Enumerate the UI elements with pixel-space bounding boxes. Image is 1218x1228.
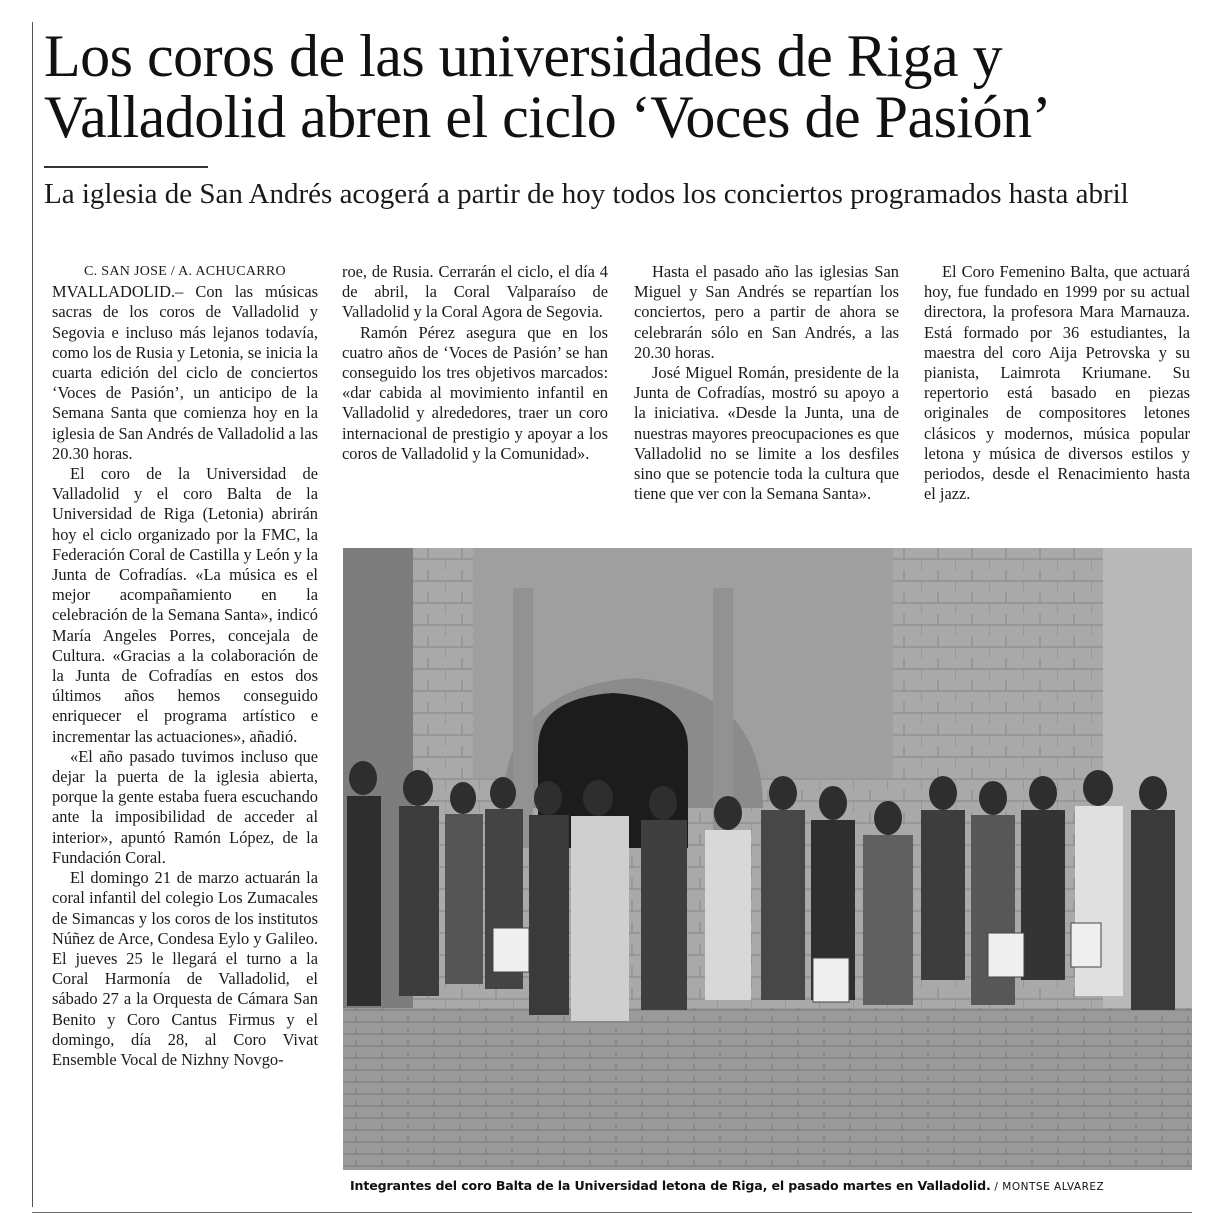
choir-photo-illustration	[343, 548, 1192, 1170]
paragraph-1: Con las músicas sacras de los coros de Valladolid y Segovia e incluso más lejanos todavía, como los de Rusia y Letonia, se inicia la cuarta edición del ciclo de conciertos ‘Voces de Pasión’, un anticipo de la Semana Santa que comienza hoy en la iglesia de San Andrés de Valladolid a las 20.30 horas.	[52, 282, 318, 463]
paragraph-3: «El año pasado tuvimos incluso que dejar la puerta de la iglesia abierta, porque la gente estaba fuera escuchando ante la imposibilidad de acceder al interior», apuntó Ramón López, de la Fundación Coral.	[52, 746, 318, 867]
paragraph-8: El Coro Femenino Balta, que actuará hoy, fue fundado en 1999 por su actual directora, la profesora Mara Marnauza. Está formado por 36 estudiantes, la maestra del coro Aija Petrovska y su pianista, Laimrota Kriumane. Su repertorio está basado en piezas originales de compositores letones clásicos y modernos, música popular letona y música de diversos estilos y periodos, desde el Renacimiento hasta el jazz.	[924, 262, 1190, 504]
headline-rule	[44, 166, 208, 168]
choir-photo	[343, 548, 1192, 1170]
subheadline: La iglesia de San Andrés acogerá a partir de hoy todos los conciertos programados hasta abril	[44, 178, 1129, 210]
paragraph-7: José Miguel Román, presidente de la Junta de Cofradías, mostró su apoyo a la iniciativa. «Desde la Junta, una de nuestras mayores preocupaciones es que Valladolid no se limite a los desfiles sino que se potencie toda la cultura que tiene que ver con la Semana Santa».	[634, 363, 899, 504]
page-border-left	[32, 22, 33, 1207]
photo-caption	[350, 1178, 1192, 1195]
text-column-4	[924, 262, 1190, 504]
dateline: MVALLADOLID.–	[52, 282, 184, 302]
text-column-3	[634, 262, 899, 504]
paragraph-5: Ramón Pérez asegura que en los cuatro años de ‘Voces de Pasión’ se han conseguido los tres objetivos marcados: «dar cabida al movimiento infantil en Valladolid y alrededores, traer un coro internacional de prestigio y apoyar a los coros de Valladolid y la Comunidad».	[342, 322, 608, 463]
caption-text: Integrantes del coro Balta de la Universidad letona de Riga, el pasado martes en Valladolid.	[350, 1178, 991, 1193]
lead-paragraph	[52, 282, 318, 464]
paved-ground	[343, 1008, 1192, 1170]
paragraph-4-start: El domingo 21 de marzo actuarán la coral infantil del colegio Los Zumacales de Simancas y los coros de los institutos Núñez de Arce, Condesa Eylo y Galileo. El jueves 25 le llegará el turno a la Coral Harmonía de Valladolid, el sábado 27 a la Orquesta de Cámara San Benito y Coro Cantus Firmus y el domingo, día 28, al Coro Vivat Ensemble Vocal de Nizhny Novgo-	[52, 868, 318, 1069]
text-column-2	[342, 262, 608, 464]
paragraph-6: Hasta el pasado año las iglesias San Miguel y San Andrés se repartían los conciertos, pero a partir de ahora se celebrarán sólo en San Andrés, a las 20.30 horas.	[634, 262, 899, 362]
photo-credit: / MONTSE ALVAREZ	[990, 1181, 1105, 1193]
text-column-1	[52, 262, 318, 1070]
paragraph-2: El coro de la Universidad de Valladolid y el coro Balta de la Universidad de Riga (Letonia) abrirán hoy el ciclo organizado por la FMC, la Federación Coral de Castilla y León y la Junta de Cofradías. «La música es el mejor acompañamiento en la celebración de la Semana Santa», indicó María Angeles Porres, concejala de Cultura. «Gracias a la colaboración de la Junta de Cofradías en estos dos últimos años hemos conseguido enriquecer el programa artístico e incrementar las actuaciones», añadió.	[52, 464, 318, 746]
paragraph-4-continued: roe, de Rusia. Cerrarán el ciclo, el día 4 de abril, la Coral Valparaíso de Valladolid y la Coral Agora de Segovia.	[342, 262, 608, 322]
byline: C. SAN JOSE / A. ACHUCARRO	[84, 264, 286, 279]
page-border-bottom	[32, 1212, 1192, 1213]
headline: Los coros de las universidades de Riga y Valladolid abren el ciclo ‘Voces de Pasión’	[44, 23, 1052, 150]
